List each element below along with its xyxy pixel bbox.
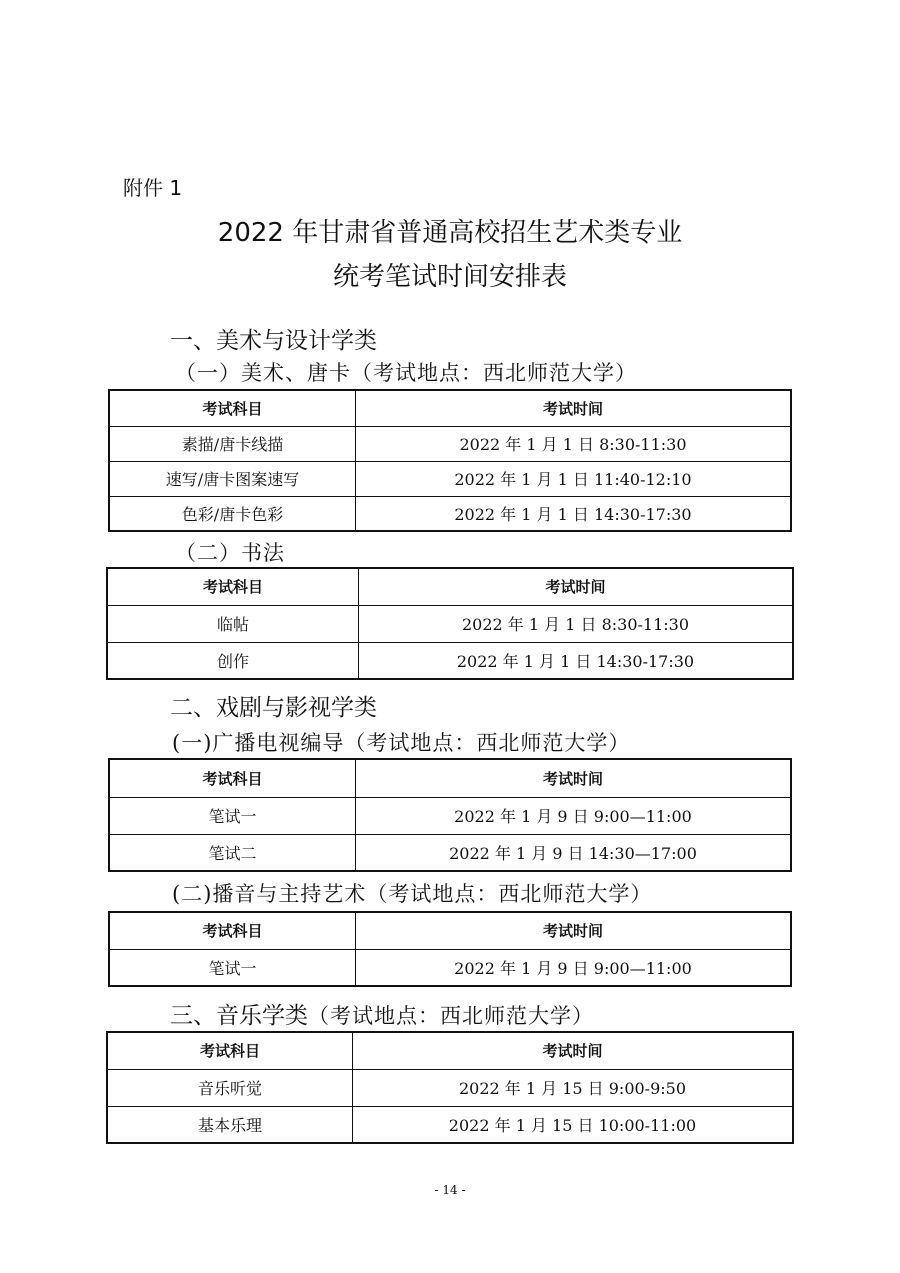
- document-subtitle: 统考笔试时间安排表: [332, 262, 567, 292]
- section-heading-location: （考试地点：西北师范大学）: [308, 1004, 594, 1028]
- time-cell: 2022 年 1 月 9 日 9:00—11:00: [356, 949, 792, 986]
- header-time: 考试时间: [356, 912, 792, 949]
- header-subject: 考试科目: [107, 568, 359, 605]
- subject-cell: 基本乐理: [107, 1106, 353, 1143]
- subject-cell: 色彩/唐卡色彩: [109, 496, 356, 531]
- table-row: [109, 426, 791, 461]
- schedule-table: [108, 911, 792, 987]
- subject-cell: 速写/唐卡图案速写: [109, 461, 356, 496]
- header-subject: 考试科目: [109, 390, 356, 426]
- schedule-table: [108, 758, 792, 872]
- subsection-heading: (一)广播电视编导（考试地点：西北师范大学）: [172, 731, 631, 755]
- time-cell: 2022 年 1 月 15 日 9:00-9:50: [353, 1069, 794, 1106]
- subject-cell: 音乐听觉: [107, 1069, 353, 1106]
- table-row: [109, 949, 791, 986]
- section-heading-wrapper: [170, 997, 594, 1030]
- table-row: [109, 834, 791, 871]
- time-cell: 2022 年 1 月 9 日 9:00—11:00: [356, 797, 792, 834]
- time-cell: 2022 年 1 月 9 日 14:30—17:00: [356, 834, 792, 871]
- section-heading: 一、美术与设计学类: [170, 328, 377, 354]
- table-row: [107, 1069, 793, 1106]
- subject-cell: 笔试二: [109, 834, 356, 871]
- subject-cell: 笔试一: [109, 949, 356, 986]
- schedule-table: [106, 1031, 794, 1144]
- header-subject: 考试科目: [107, 1032, 353, 1069]
- time-cell: 2022 年 1 月 1 日 11:40-12:10: [356, 461, 792, 496]
- subsection-heading: （一）美术、唐卡（考试地点：西北师范大学）: [175, 361, 637, 385]
- header-time: 考试时间: [356, 759, 792, 797]
- table-row: [107, 642, 793, 679]
- time-cell: 2022 年 1 月 15 日 10:00-11:00: [353, 1106, 794, 1143]
- time-cell: 2022 年 1 月 1 日 14:30-17:30: [356, 496, 792, 531]
- header-time: 考试时间: [356, 390, 792, 426]
- table-row: [109, 461, 791, 496]
- table-row: [107, 605, 793, 642]
- subsection-heading: (二)播音与主持艺术（考试地点：西北师范大学）: [172, 882, 653, 906]
- header-time: 考试时间: [359, 568, 794, 605]
- table-row: [109, 496, 791, 531]
- header-time: 考试时间: [353, 1032, 794, 1069]
- time-cell: 2022 年 1 月 1 日 14:30-17:30: [359, 642, 794, 679]
- header-subject: 考试科目: [109, 759, 356, 797]
- header-subject: 考试科目: [109, 912, 356, 949]
- schedule-table: [108, 389, 792, 532]
- section-heading: 三、音乐学类: [170, 1003, 308, 1029]
- attachment-label: 附件 1: [123, 176, 183, 200]
- time-cell: 2022 年 1 月 1 日 8:30-11:30: [356, 426, 792, 461]
- time-cell: 2022 年 1 月 1 日 8:30-11:30: [359, 605, 794, 642]
- section-heading: 二、戏剧与影视学类: [170, 695, 377, 721]
- subject-cell: 创作: [107, 642, 359, 679]
- subsection-heading: （二）书法: [175, 541, 285, 565]
- table-row: [109, 797, 791, 834]
- subject-cell: 素描/唐卡线描: [109, 426, 356, 461]
- schedule-table: [106, 567, 794, 680]
- document-title: 2022 年甘肃省普通高校招生艺术类专业: [217, 218, 683, 248]
- table-row: [107, 1106, 793, 1143]
- page-number: - 14 -: [434, 1183, 466, 1197]
- subject-cell: 笔试一: [109, 797, 356, 834]
- subject-cell: 临帖: [107, 605, 359, 642]
